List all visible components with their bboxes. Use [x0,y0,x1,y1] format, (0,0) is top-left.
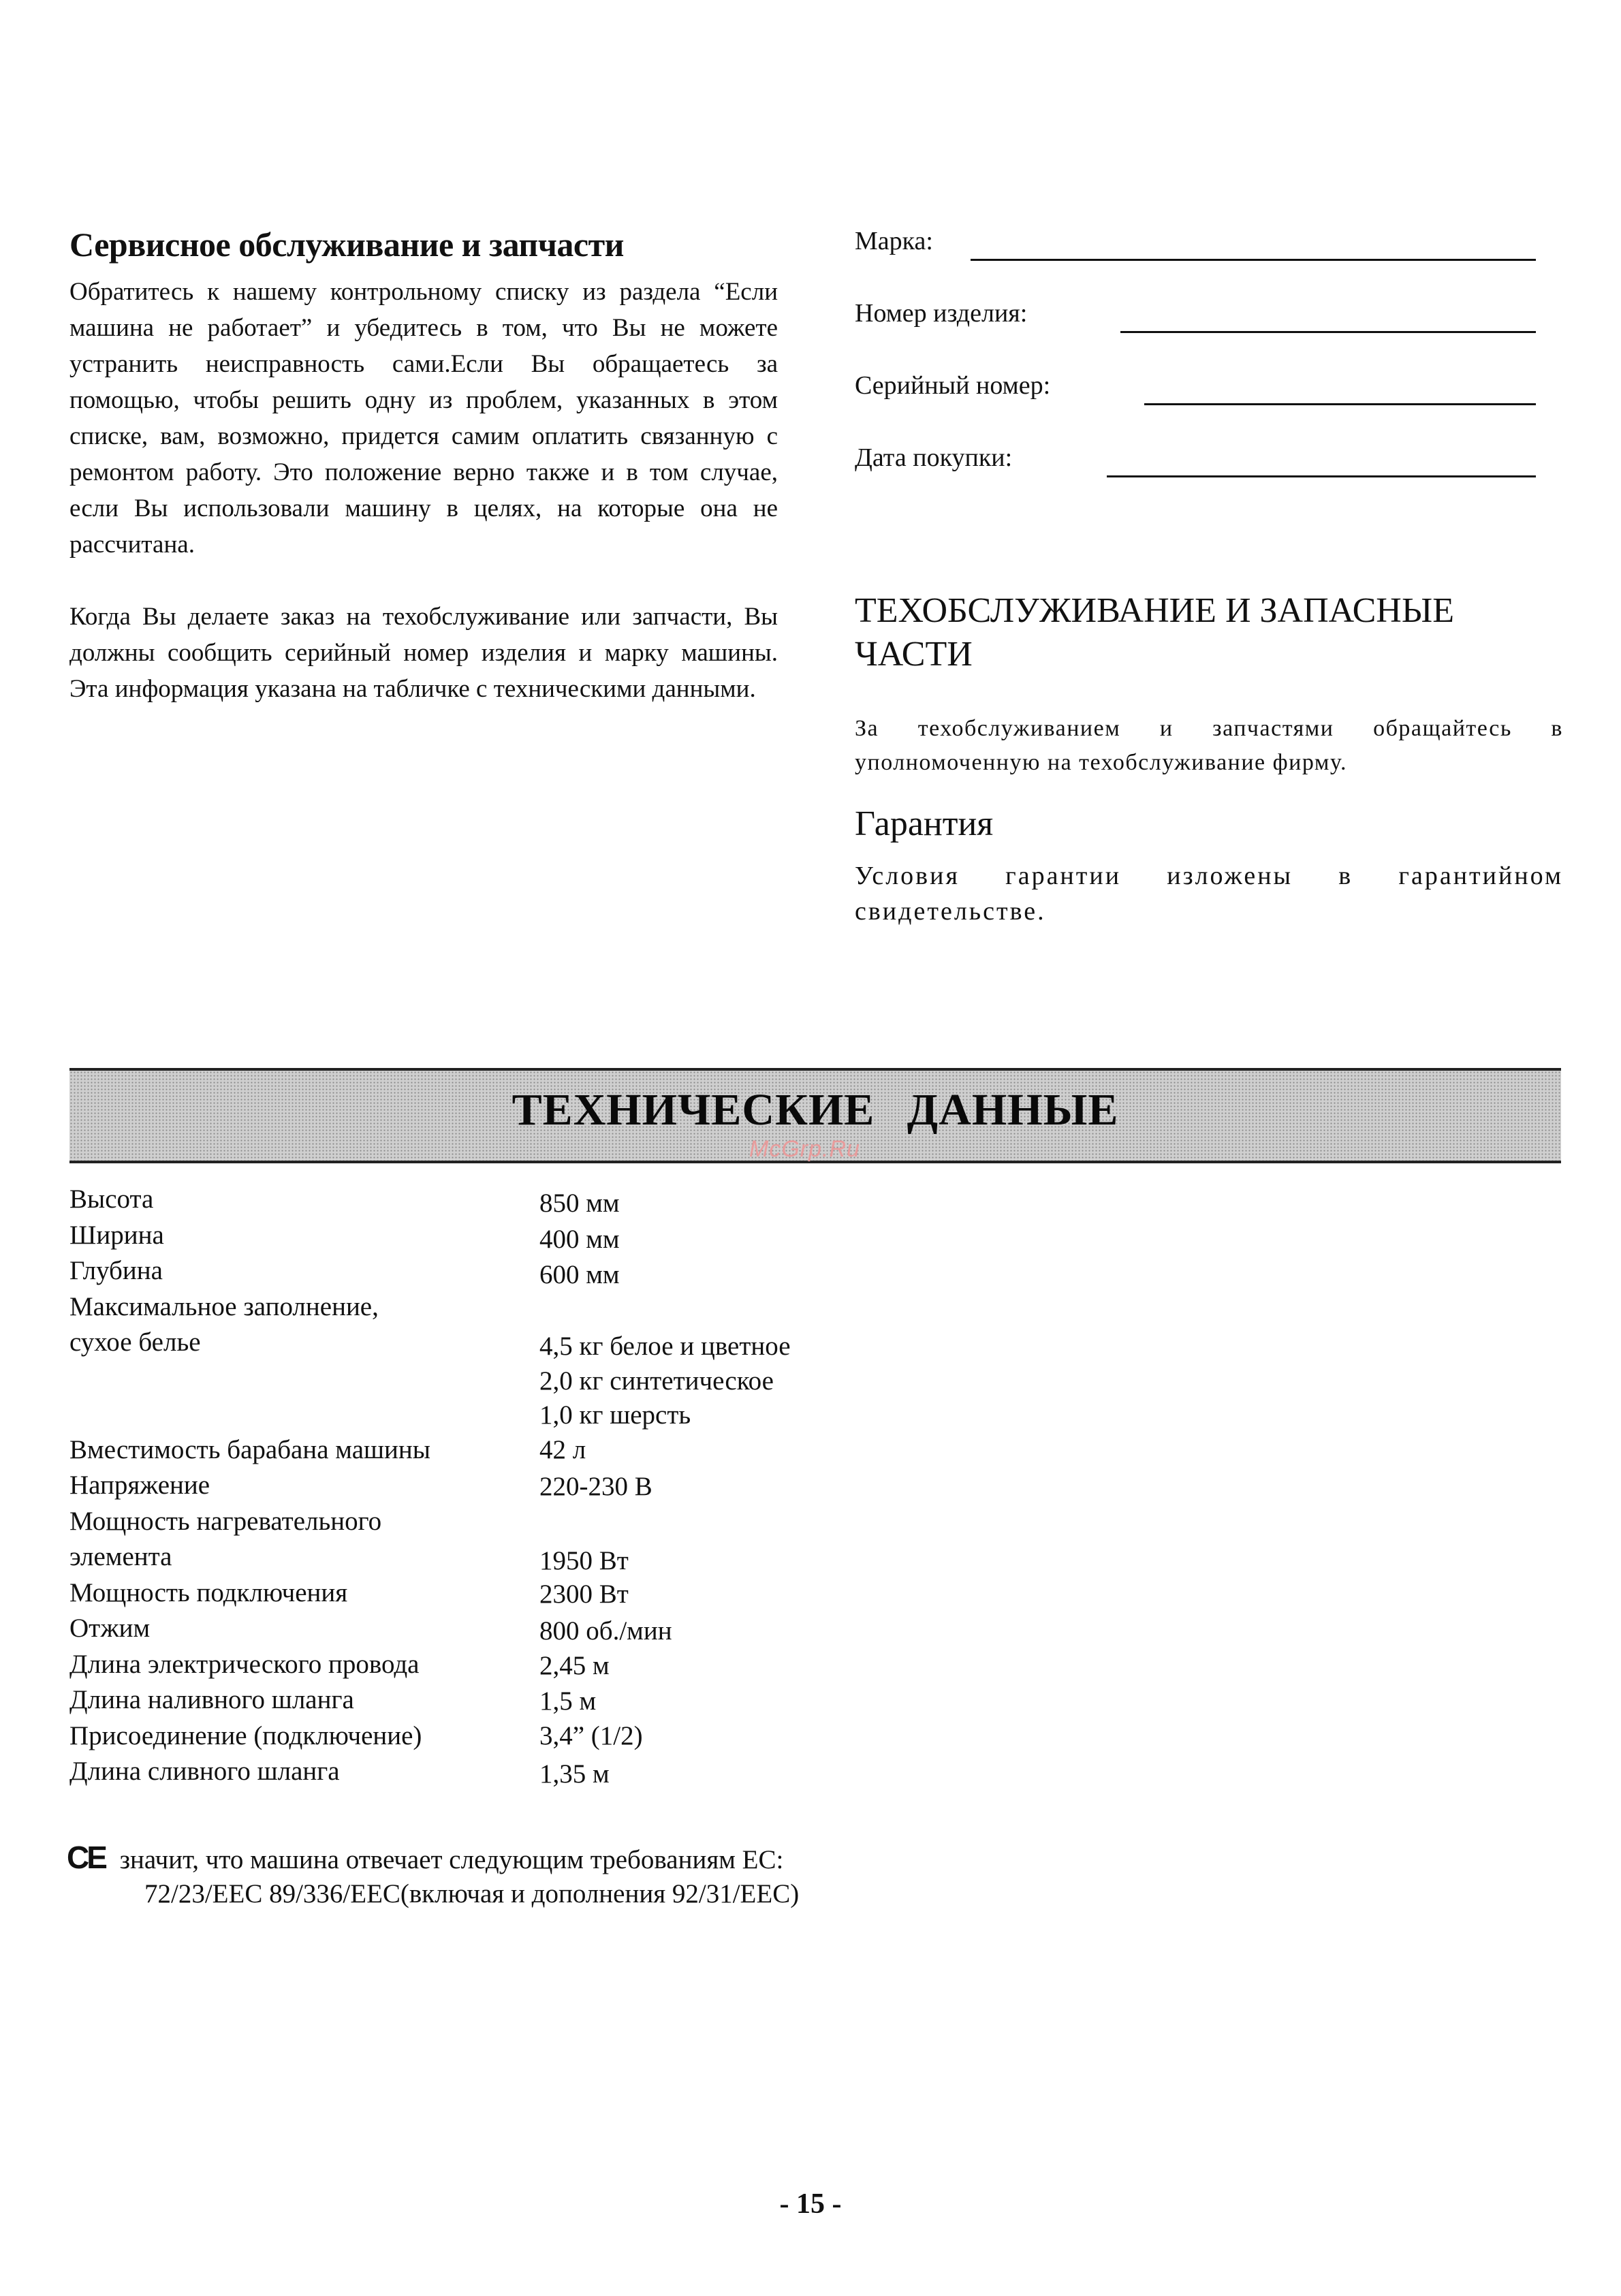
spec-label: Длина электрического провода [69,1649,420,1679]
spec-value: 2300 Вт [539,1579,629,1609]
watermark-text: McGrp.Ru [749,1136,860,1162]
spec-row [69,1611,1091,1647]
spec-row [69,1504,1091,1540]
spec-row [69,1361,1091,1397]
spec-label: Ширина [69,1220,164,1250]
spec-row [69,1218,1091,1254]
spec-row [69,1253,1091,1289]
spec-value: 2,0 кг синтетическое [539,1366,774,1396]
spec-row [69,1754,1091,1790]
ce-statement-text: значит, что машина отвечает следующим требованиям ЕС: [119,1845,784,1874]
spec-label: элемента [69,1542,172,1571]
spec-label: Отжим [69,1614,151,1643]
spec-label: Высота [69,1184,154,1214]
spec-row [69,1325,1091,1361]
spec-label: Напряжение [69,1471,210,1500]
spec-value: 800 об./мин [539,1616,672,1646]
spec-label: Максимальное заполнение, [69,1291,379,1321]
page-number: - 15 - [779,2188,842,2220]
warranty-text: Условия гарантии изложены в гарантийном свидетельстве. [855,862,1563,926]
spec-label: Вместимость барабана машины [69,1434,430,1464]
spec-value: 4,5 кг белое и цветное [539,1332,791,1361]
spec-label: Глубина [69,1256,163,1285]
product-number-field [855,297,1563,369]
brand-field-label: Марка: [855,227,933,255]
product-number-line [1120,331,1536,333]
maintenance-heading: ТЕХОБСЛУЖИВАНИЕ И ЗАПАСНЫЕ ЧАСТИ [855,591,1454,674]
spec-label: Присоединение (подключение) [69,1720,422,1750]
ce-mark-icon: CE [67,1840,105,1875]
spec-value: 850 мм [539,1189,620,1218]
spec-value: 400 мм [539,1224,620,1254]
tech-data-title: ТЕХНИЧЕСКИЕ ДАННЫЕ [512,1085,1119,1135]
ce-directives: 72/23/EEC 89/336/EEC(включая и дополнения 92/31/EEC) [144,1879,800,1908]
spec-label: Длина сливного шланга [69,1757,340,1786]
spec-label: сухое белье [69,1327,201,1357]
service-paragraph-2: Когда Вы делаете заказ на техобслуживание или запчасти, Вы должны сообщить серийный номер изделия и марку машины. Эта информация указана на табличке с техническими данными. [69,603,778,703]
brand-field-line [971,259,1536,261]
spec-row [69,1468,1091,1504]
spec-row [69,1539,1091,1575]
spec-row [69,1682,1091,1718]
service-section [69,225,778,707]
product-info-section [855,225,1563,926]
warranty-heading: Гарантия [855,804,994,843]
spec-value: 1,5 м [539,1686,597,1716]
spec-value: 3,4” (1/2) [539,1720,643,1750]
spec-value: 2,45 м [539,1650,610,1680]
spec-row [69,1182,1091,1218]
product-number-label: Номер изделия: [855,299,1028,328]
spec-row [69,1432,1091,1468]
service-paragraph-1: Обратитесь к нашему контрольному списку из раздела “Если машина не работает” и убедитесь в том, что Вы не можете устранить неисправность сами.Если Вы обращаетесь за помощью, чтобы решить одну из проблем, указанных в этом списке, вам, возможно, придется самим оплатить связанную с ремонтом работу. Это положение верно также и в том случае, если Вы использовали машину в целях, на которые она не рассчитана. [69,278,778,559]
specs-table [69,1182,1091,1790]
serial-number-label: Серийный номер: [855,371,1051,400]
spec-value: 42 л [539,1434,586,1464]
spec-label: Длина наливного шланга [69,1685,354,1714]
spec-value: 1,35 м [539,1759,610,1789]
spec-row [69,1289,1091,1325]
serial-number-line [1144,403,1536,405]
ce-statement [67,1839,783,1876]
spec-value: 600 мм [539,1260,620,1289]
spec-row [69,1718,1091,1755]
spec-row [69,1647,1091,1683]
spec-label: Мощность нагревательного [69,1506,382,1536]
spec-value: 220-230 В [539,1472,652,1501]
spec-label: Мощность подключения [69,1577,348,1607]
serial-number-field [855,369,1563,441]
brand-field [855,225,1563,297]
purchase-date-field [855,441,1563,514]
purchase-date-line [1107,475,1536,477]
service-heading: Сервисное обслуживание и запчасти [69,225,624,264]
spec-value: 1,0 кг шерсть [539,1400,691,1430]
maintenance-text: За техобслуживанием и запчастями обращайтесь в уполномоченную на техобслуживание фирму. [855,716,1563,775]
spec-row [69,1575,1091,1611]
purchase-date-label: Дата покупки: [855,443,1013,472]
spec-row [69,1396,1091,1432]
spec-value: 1950 Вт [539,1546,629,1575]
